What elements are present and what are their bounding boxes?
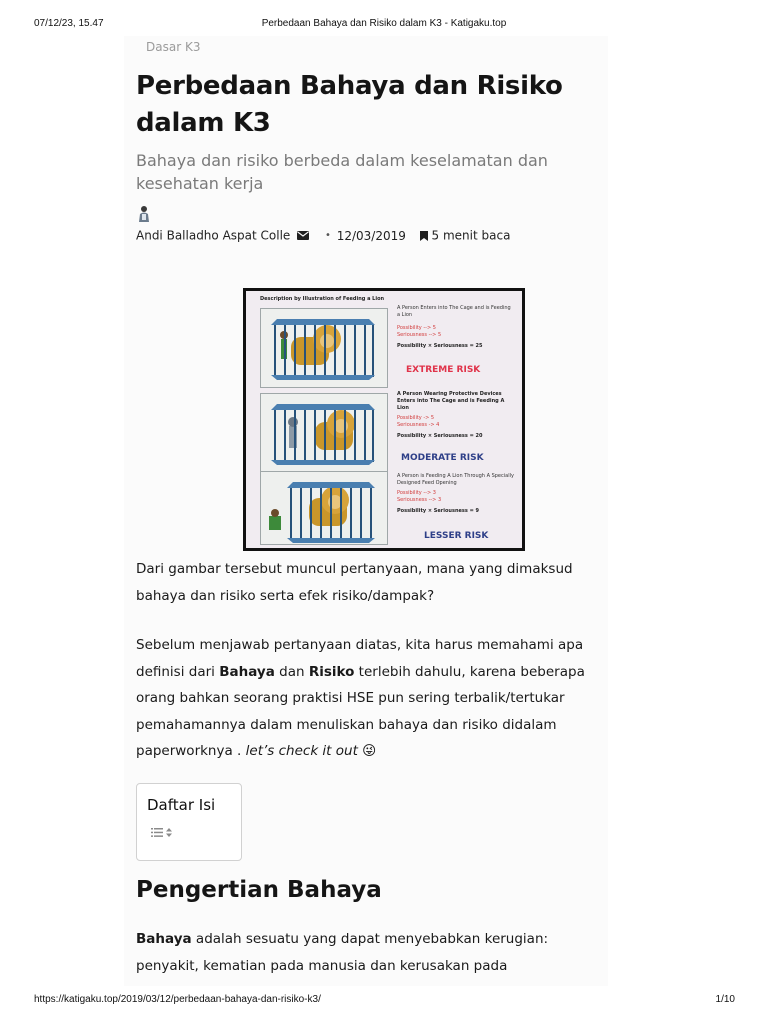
toc-title: Daftar Isi [147,796,216,814]
cage-with-feed-opening-icon [269,480,379,544]
panel-extreme-desc-text: A Person Enters into The Cage and is Feeding a Lion [397,305,511,318]
definition-term: Bahaya [136,931,192,947]
risk-label-moderate: MODERATE RISK [401,453,484,463]
panel-extreme-possibility: Possibility --> 5 [397,325,436,331]
cage-panel-lesser [260,471,388,545]
toc-toggle[interactable] [151,828,172,840]
panel-lesser-formula: Possibility × Seriousness = 9 [397,508,480,514]
bookmark-icon [420,231,428,241]
term-bahaya: Bahaya [219,663,275,680]
intro-italic-text: let’s check it out [245,743,358,759]
panel-moderate-seriousness: Seriousness -> 4 [397,422,440,428]
wink-emoji-icon: 😜 [362,743,377,759]
cage-panel-moderate [260,393,388,473]
risk-label-extreme: EXTREME RISK [406,365,481,375]
paragraph-definition-bahaya [136,926,614,979]
panel-extreme-seriousness: Seriousness --> 5 [397,332,442,338]
meta-separator: • [324,230,331,241]
panel-extreme-description [397,305,515,350]
panel-lesser-seriousness: Seriousness --> 3 [397,497,442,503]
illustration-card [246,291,522,548]
panel-moderate-description [397,391,515,440]
panel-moderate-possibility: Possibility -> 5 [397,415,435,421]
panel-lesser-desc-text: A Person is Feeding A Lion Through A Specially Designed Feed Opening [397,473,514,486]
article-title: Perbedaan Bahaya dan Risiko dalam K3 [136,71,563,138]
risk-illustration-image [243,288,525,551]
term-risiko: Risiko [308,663,355,680]
intro-text-start: Sebelum menjawab pertanyaan diatas, kita harus memahami apa definisi dari [136,637,584,680]
publish-date: 12/03/2019 [336,228,406,243]
panel-moderate-formula: Possibility × Seriousness = 20 [397,433,483,439]
table-of-contents [136,783,242,861]
print-document-title: Perbedaan Bahaya dan Risiko dalam K3 - Katigaku.top [261,18,507,29]
panel-moderate-desc-text: A Person Wearing Protective Devices Enters into The Cage and is Feeding A Lion [397,391,505,411]
read-time: 5 menit baca [431,228,511,243]
intro-text-and: dan [274,663,309,680]
intro-text-rest: terlebih dahulu, karena beberapa orang bahkan seorang praktisi HSE pun sering terbalik/tertukar pemahamannya dalam menuliskan bahaya dan risiko didalam paperworknya . [136,663,585,759]
panel-extreme-formula: Possibility × Seriousness = 25 [397,343,483,349]
author-name[interactable]: Andi Balladho Aspat Colle [136,228,291,243]
illustration-heading: Description by Illustration of Feeding a Lion [260,296,385,302]
print-footer [0,994,768,1008]
print-header [0,18,768,32]
list-icon [151,828,163,837]
cage-panel-extreme [260,308,388,388]
section-heading-pengertian-bahaya: Pengertian Bahaya [136,877,382,903]
risk-label-lesser: LESSER RISK [424,531,489,541]
print-timestamp: 07/12/23, 15.47 [34,18,104,29]
sort-toggle-icon [166,828,172,837]
panel-lesser-description [397,473,515,515]
email-icon[interactable] [297,231,309,240]
paragraph-question: Dari gambar tersebut muncul pertanyaan, mana yang dimaksud bahaya dan risiko serta efek risiko/dampak? [136,561,573,604]
paragraph-intro [136,632,614,765]
article-page [124,36,608,986]
cage-with-person-inside-icon [269,317,379,381]
category-link[interactable]: Dasar K3 [146,40,201,54]
print-url: https://katigaku.top/2019/03/12/perbedaan-bahaya-dan-risiko-k3/ [34,994,321,1005]
panel-lesser-possibility: Possibility --> 3 [397,490,436,496]
article-meta [136,228,510,246]
author-avatar[interactable] [137,205,151,223]
article-subtitle: Bahaya dan risiko berbeda dalam keselamatan dan kesehatan kerja [136,151,548,193]
print-page-number: 1/10 [715,994,735,1005]
definition-text: adalah sesuatu yang dapat menyebabkan kerugian: penyakit, kematian pada manusia dan kerusakan pada [136,931,549,974]
cage-with-protected-person-icon [269,402,379,466]
